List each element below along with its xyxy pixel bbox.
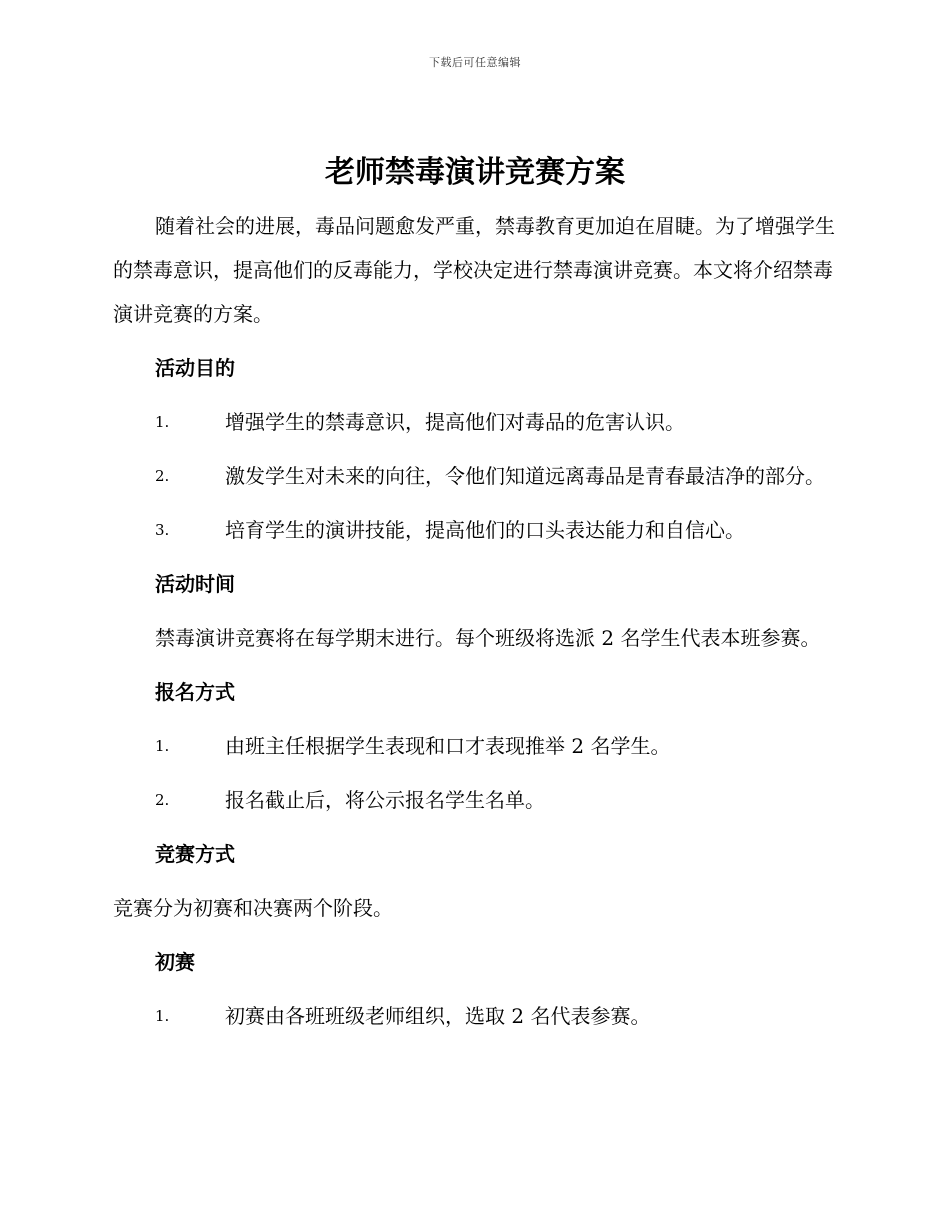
list-item — [113, 724, 837, 768]
list-item — [113, 454, 837, 498]
list-number: 2. — [155, 467, 170, 485]
list-item-text: 增强学生的禁毒意识，提高他们对毒品的危害认识。 — [225, 410, 685, 434]
list-number: 2. — [155, 791, 170, 809]
section-heading-preliminary: 初赛 — [155, 950, 195, 974]
section-heading-signup: 报名方式 — [155, 680, 235, 704]
list-item-text: 激发学生对未来的向往，令他们知道远离毒品是青春最洁净的部分。 — [225, 464, 825, 488]
list-item-text: 初赛由各班班级老师组织，选取 2 名代表参赛。 — [225, 1004, 651, 1028]
section-heading-purpose: 活动目的 — [155, 356, 235, 380]
section-heading-time: 活动时间 — [155, 572, 235, 596]
list-item — [113, 994, 837, 1038]
page-header: 下载后可任意编辑 — [429, 56, 521, 69]
list-item-text: 由班主任根据学生表现和口才表现推举 2 名学生。 — [225, 734, 671, 758]
document-body — [113, 150, 837, 1048]
list-number: 3. — [155, 521, 170, 539]
list-item-text: 报名截止后，将公示报名学生名单。 — [225, 788, 545, 812]
list-number: 1. — [155, 737, 170, 755]
list-item-text: 培育学生的演讲技能，提高他们的口头表达能力和自信心。 — [225, 518, 745, 542]
document-title: 老师禁毒演讲竞赛方案 — [325, 155, 625, 190]
format-paragraph: 竞赛分为初赛和决赛两个阶段。 — [113, 896, 393, 920]
list-item — [113, 778, 837, 822]
list-number: 1. — [155, 1007, 170, 1025]
section-heading-format: 竞赛方式 — [155, 842, 235, 866]
intro-paragraph: 随着社会的进展，毒品问题愈发严重，禁毒教育更加迫在眉睫。为了增强学生的禁毒意识，提高他们的反毒能力，学校决定进行禁毒演讲竞赛。本文将介绍禁毒演讲竞赛的方案。 — [113, 214, 835, 326]
list-item — [113, 508, 837, 552]
list-number: 1. — [155, 413, 170, 431]
time-paragraph: 禁毒演讲竞赛将在每学期末进行。每个班级将选派 2 名学生代表本班参赛。 — [155, 626, 821, 650]
list-item — [113, 400, 837, 444]
